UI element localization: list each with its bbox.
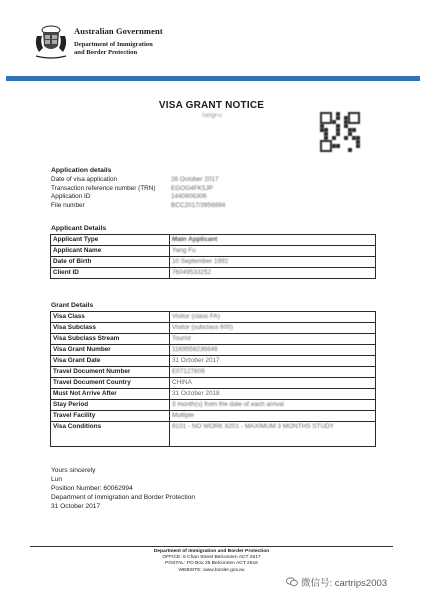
table-label: Visa Grant Number	[51, 345, 170, 356]
info-row	[51, 193, 381, 202]
table-row	[51, 334, 376, 345]
table-value: 1169558236646	[170, 345, 376, 356]
closing-salutation: Yours sincerely	[51, 467, 96, 474]
signatory-name: Lun	[51, 476, 63, 483]
signatory-department: Department of Immigration and Border Protection	[51, 494, 196, 501]
info-label: Application ID	[51, 193, 91, 200]
table-value: Tourist	[170, 334, 376, 345]
qr-finder-pattern	[320, 140, 332, 152]
table-row	[51, 400, 376, 411]
table-row	[51, 268, 376, 279]
table-label: Must Not Arrive After	[51, 389, 170, 400]
document-footer	[0, 549, 423, 574]
table-label: Visa Conditions	[51, 422, 170, 447]
table-value: 76049533252	[170, 268, 376, 279]
qr-module	[336, 116, 340, 120]
info-label: File number	[51, 201, 85, 209]
qr-module	[336, 144, 340, 148]
info-value: EGOG4FK5JP	[171, 184, 213, 192]
table-value: CHINA	[170, 378, 376, 389]
table-value: Multiple	[170, 411, 376, 422]
table-value: 10 September 1992	[170, 257, 376, 268]
table-row	[51, 378, 376, 389]
table-label: Date of Birth	[51, 257, 170, 268]
qr-module	[344, 136, 348, 140]
table-value: Visitor (class FA)	[170, 312, 376, 323]
watermark-text: 微信号: cartrips2003	[301, 578, 388, 589]
table-value: Main Applicant	[170, 235, 376, 246]
table-row	[51, 389, 376, 400]
info-row	[51, 185, 381, 194]
qr-module	[336, 132, 340, 136]
table-label: Stay Period	[51, 400, 170, 411]
info-row	[51, 202, 381, 211]
closing-date: 31 October 2017	[51, 503, 101, 510]
department-name	[74, 41, 163, 57]
table-row	[51, 257, 376, 268]
info-label: Date of visa application	[51, 176, 118, 183]
info-value: 26 October 2017	[171, 176, 219, 183]
qr-finder-pattern	[320, 112, 332, 124]
visa-condition-item: 8201 - MAXIMUM 3 MONTHS STUDY	[224, 423, 334, 430]
table-label: Client ID	[51, 268, 170, 279]
government-text	[74, 26, 163, 57]
applicant-details-table	[50, 234, 376, 279]
table-label: Visa Class	[51, 312, 170, 323]
table-label: Applicant Type	[51, 235, 170, 246]
coat-of-arms-logo	[34, 22, 68, 62]
table-value: 31 October 2018	[170, 389, 376, 400]
grant-details-table	[50, 311, 376, 447]
wechat-watermark	[286, 575, 387, 589]
table-label: Travel Document Country	[51, 378, 170, 389]
position-number: Position Number: 60062994	[51, 485, 133, 492]
table-row	[51, 312, 376, 323]
qr-module	[332, 136, 336, 140]
wechat-icon	[286, 577, 298, 587]
table-value: E07127609	[170, 367, 376, 378]
document-subtitle: YangFu	[201, 113, 222, 119]
qr-finder-pattern	[348, 112, 360, 124]
document-title: VISA GRANT NOTICE	[158, 100, 265, 111]
closing-block	[51, 466, 195, 511]
table-row	[51, 356, 376, 367]
visa-condition-item: 8101 - NO WORK	[172, 423, 224, 430]
qr-code	[320, 112, 360, 152]
department-line-1: Department of Immigration	[74, 41, 153, 48]
applicant-details-heading: Applicant Details	[51, 225, 107, 232]
footer-office: OFFICE: 6 Chan Street Belconnen ACT 2617	[162, 555, 261, 561]
header-accent-bar	[6, 76, 420, 81]
table-row	[51, 422, 376, 447]
qr-module	[356, 144, 360, 148]
info-value: BCC2017/3956694	[171, 201, 226, 209]
table-label: Visa Subclass Stream	[51, 334, 170, 345]
table-label: Applicant Name	[51, 246, 170, 257]
info-row	[51, 176, 381, 185]
table-row	[51, 246, 376, 257]
table-row	[51, 367, 376, 378]
table-label: Visa Subclass	[51, 323, 170, 334]
table-value: 3 month(s) from the date of each arrival	[170, 400, 376, 411]
footer-divider	[30, 546, 393, 547]
footer-department: Department of Immigration and Border Protection	[153, 549, 270, 554]
table-row	[51, 323, 376, 334]
qr-module	[352, 128, 356, 132]
footer-website: WEBSITE: www.border.gov.au	[178, 567, 245, 573]
table-label: Travel Facility	[51, 411, 170, 422]
government-name: Australian Government	[74, 26, 163, 36]
grant-details-heading: Grant Details	[51, 302, 94, 309]
table-value: 31 October 2017	[170, 356, 376, 367]
visa-conditions-value	[170, 422, 376, 447]
info-value: 1440606306	[171, 193, 207, 200]
table-row	[51, 411, 376, 422]
document-header	[34, 22, 394, 72]
table-value: Visitor (subclass 600)	[170, 323, 376, 334]
footer-postal: POSTAL: PO Box 25 Belconnen ACT 2616	[165, 561, 258, 567]
qr-module	[348, 148, 352, 152]
table-row	[51, 235, 376, 246]
department-line-2: and Border Protection	[74, 49, 138, 56]
table-label: Travel Document Number	[51, 367, 170, 378]
application-details-heading: Application details	[51, 167, 112, 174]
table-label: Visa Grant Date	[51, 356, 170, 367]
table-value: Yang Fu	[170, 246, 376, 257]
info-label: Transaction reference number (TRN)	[51, 184, 156, 192]
table-row	[51, 345, 376, 356]
application-details-list	[51, 176, 381, 210]
